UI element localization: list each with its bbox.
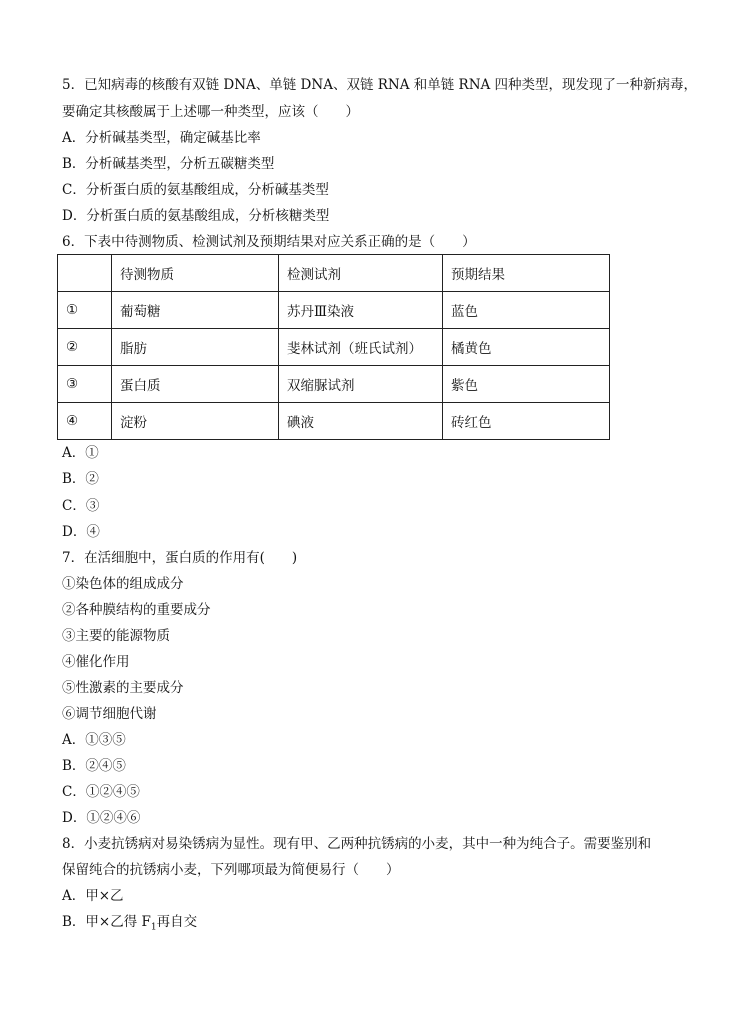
q6-table (57, 254, 610, 440)
q8-option-b-subscript: 1 (150, 922, 157, 933)
q5-stem-line2: 要确定其核酸属于上述哪一种类型，应该（ ） (62, 104, 359, 120)
table-cell: 蓝色 (443, 292, 610, 329)
q8-option-b (62, 913, 197, 937)
table-header-cell: 待测物质 (112, 255, 279, 292)
q8-stem-line2: 保留纯合的抗锈病小麦，下列哪项最为简便易行（ ） (62, 862, 400, 878)
table-row (58, 403, 610, 440)
q5-option-a: A．分析碱基类型，确定碱基比率 (62, 130, 261, 146)
q8-option-b-text: B．甲×乙得 F (62, 914, 151, 930)
table-cell: 橘黄色 (443, 329, 610, 366)
q7-option-c: C．①②④⑤ (62, 784, 140, 800)
table-cell: 蛋白质 (112, 366, 279, 403)
q5-option-c: C．分析蛋白质的氨基酸组成，分析碱基类型 (62, 182, 329, 198)
q7-item-5: ⑤性激素的主要成分 (62, 680, 184, 696)
q7-option-b: B．②④⑤ (62, 758, 126, 774)
q7-stem: 7．在活细胞中，蛋白质的作用有( ) (62, 550, 298, 566)
table-cell: 斐林试剂（班氏试剂） (279, 329, 443, 366)
table-cell: 脂肪 (112, 329, 279, 366)
table-cell: ① (58, 292, 112, 329)
q5-option-b: B．分析碱基类型，分析五碳糖类型 (62, 156, 275, 172)
table-row (58, 366, 610, 403)
table-header-cell (58, 255, 112, 292)
table-row (58, 292, 610, 329)
q7-item-2: ②各种膜结构的重要成分 (62, 602, 211, 618)
q6-option-d: D．④ (62, 524, 100, 540)
q7-item-3: ③主要的能源物质 (62, 628, 170, 644)
table-cell: ② (58, 329, 112, 366)
q8-option-a: A．甲×乙 (62, 888, 124, 904)
table-header-row (58, 255, 610, 292)
q5-option-d: D．分析蛋白质的氨基酸组成，分析核糖类型 (62, 208, 330, 224)
table-cell: 碘液 (279, 403, 443, 440)
q7-option-d: D．①②④⑥ (62, 810, 141, 826)
q6-stem: 6．下表中待测物质、检测试剂及预期结果对应关系正确的是（ ） (62, 234, 476, 250)
q6-option-c: C．③ (62, 498, 100, 514)
q7-option-a: A．①③⑤ (62, 732, 126, 748)
q5-stem-line1: 5．已知病毒的核酸有双链 DNA、单链 DNA、双链 RNA 和单链 RNA 四种类型，现发现了一种新病毒， (62, 77, 698, 93)
q6-option-a: A．① (62, 445, 99, 461)
table-row (58, 329, 610, 366)
table-cell: 紫色 (443, 366, 610, 403)
q8-stem-line1: 8．小麦抗锈病对易染锈病为显性。现有甲、乙两种抗锈病的小麦，其中一种为纯合子。需要鉴别和 (62, 836, 652, 852)
table-cell: ④ (58, 403, 112, 440)
q7-item-1: ①染色体的组成成分 (62, 576, 184, 592)
q8-option-b-tail: 再自交 (156, 914, 198, 930)
table-cell: 淀粉 (112, 403, 279, 440)
table-cell: 苏丹Ⅲ染液 (279, 292, 443, 329)
table-cell: 砖红色 (443, 403, 610, 440)
q7-item-4: ④催化作用 (62, 654, 130, 670)
q6-option-b: B．② (62, 471, 99, 487)
table-cell: 葡萄糖 (112, 292, 279, 329)
table-header-cell: 检测试剂 (279, 255, 443, 292)
table-cell: ③ (58, 366, 112, 403)
q7-item-6: ⑥调节细胞代谢 (62, 706, 157, 722)
table-header-cell: 预期结果 (443, 255, 610, 292)
table-cell: 双缩脲试剂 (279, 366, 443, 403)
